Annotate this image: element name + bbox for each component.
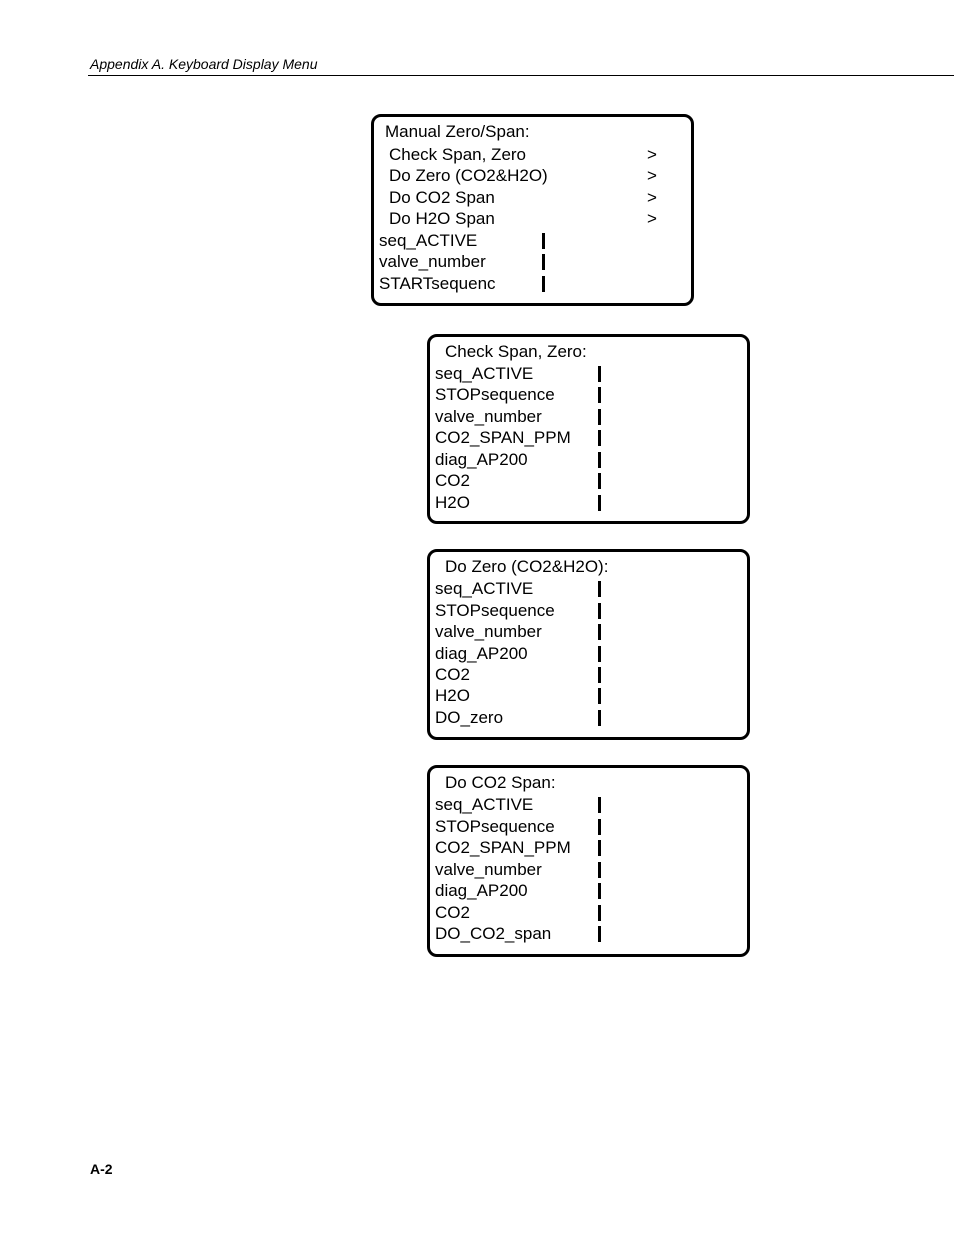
field-label: valve_number xyxy=(435,622,542,641)
field-separator xyxy=(598,387,601,403)
field-label: diag_AP200 xyxy=(435,881,528,900)
field-row[interactable] xyxy=(435,794,735,815)
field-label: H2O xyxy=(435,686,470,705)
field-row[interactable] xyxy=(435,837,735,858)
field-row[interactable] xyxy=(435,880,735,901)
manual-zero-span-screen xyxy=(371,114,694,306)
field-row[interactable] xyxy=(435,859,735,880)
submenu-label: Check Span, Zero xyxy=(389,145,527,164)
field-label: STOPsequence xyxy=(435,601,555,620)
field-row[interactable] xyxy=(435,427,735,448)
field-separator xyxy=(598,688,601,704)
field-separator xyxy=(598,452,601,468)
field-row[interactable] xyxy=(379,251,679,272)
field-label: seq_ACTIVE xyxy=(435,364,534,383)
field-label: valve_number xyxy=(435,860,542,879)
field-label: valve_number xyxy=(435,407,542,426)
field-label: seq_ACTIVE xyxy=(435,795,534,814)
field-label: STARTsequenc xyxy=(379,274,496,293)
field-separator xyxy=(542,233,545,249)
field-label: CO2_SPAN_PPM xyxy=(435,428,571,447)
field-label: valve_number xyxy=(379,252,486,271)
field-separator xyxy=(598,797,601,813)
submenu-item-do-co2-span[interactable] xyxy=(389,187,669,208)
field-row[interactable] xyxy=(435,578,735,599)
submenu-item-do-h2o-span[interactable] xyxy=(389,208,669,229)
field-separator xyxy=(598,883,601,899)
field-row[interactable] xyxy=(435,600,735,621)
screen-title: Do Zero (CO2&H2O): xyxy=(445,557,609,576)
submenu-arrow-icon: > xyxy=(647,209,657,228)
field-label: DO_CO2_span xyxy=(435,924,552,943)
field-separator xyxy=(598,710,601,726)
field-label: seq_ACTIVE xyxy=(435,579,534,598)
field-separator xyxy=(598,819,601,835)
page-number: A-2 xyxy=(90,1161,113,1177)
submenu-label: Do Zero (CO2&H2O) xyxy=(389,166,548,185)
header-rule xyxy=(88,75,954,76)
field-separator xyxy=(598,926,601,942)
field-row[interactable] xyxy=(379,230,679,251)
field-separator xyxy=(598,862,601,878)
field-row[interactable] xyxy=(435,923,735,944)
field-separator xyxy=(598,646,601,662)
field-label: CO2 xyxy=(435,903,470,922)
field-label: CO2 xyxy=(435,665,470,684)
field-row[interactable] xyxy=(435,902,735,923)
field-separator xyxy=(598,603,601,619)
submenu-item-check-span-zero[interactable] xyxy=(389,144,669,165)
screen-title: Check Span, Zero: xyxy=(445,342,587,361)
submenu-label: Do CO2 Span xyxy=(389,188,495,207)
screen-title: Manual Zero/Span: xyxy=(385,122,530,141)
screen-title: Do CO2 Span: xyxy=(445,773,556,792)
field-label: STOPsequence xyxy=(435,817,555,836)
field-label: seq_ACTIVE xyxy=(379,231,478,250)
do-zero-screen xyxy=(427,549,750,740)
field-row[interactable] xyxy=(435,621,735,642)
field-row[interactable] xyxy=(435,406,735,427)
field-label: H2O xyxy=(435,493,470,512)
field-row[interactable] xyxy=(435,685,735,706)
field-separator xyxy=(598,581,601,597)
field-separator xyxy=(598,840,601,856)
submenu-label: Do H2O Span xyxy=(389,209,495,228)
field-label: diag_AP200 xyxy=(435,644,528,663)
submenu-arrow-icon: > xyxy=(647,188,657,207)
field-row[interactable] xyxy=(435,470,735,491)
field-separator xyxy=(598,409,601,425)
submenu-arrow-icon: > xyxy=(647,145,657,164)
page-header: Appendix A. Keyboard Display Menu xyxy=(90,56,318,72)
field-label: CO2 xyxy=(435,471,470,490)
field-separator xyxy=(598,905,601,921)
field-separator xyxy=(598,366,601,382)
field-separator xyxy=(598,473,601,489)
field-label: DO_zero xyxy=(435,708,504,727)
field-separator xyxy=(542,276,545,292)
field-separator xyxy=(598,667,601,683)
submenu-item-do-zero[interactable] xyxy=(389,165,669,186)
field-label: diag_AP200 xyxy=(435,450,528,469)
field-separator xyxy=(598,624,601,640)
field-separator xyxy=(598,430,601,446)
field-label: STOPsequence xyxy=(435,385,555,404)
field-row[interactable] xyxy=(435,664,735,685)
field-label: CO2_SPAN_PPM xyxy=(435,838,571,857)
field-row[interactable] xyxy=(435,363,735,384)
submenu-arrow-icon: > xyxy=(647,166,657,185)
do-co2-span-screen xyxy=(427,765,750,957)
field-row[interactable] xyxy=(435,384,735,405)
field-row[interactable] xyxy=(435,816,735,837)
check-span-zero-screen xyxy=(427,334,750,524)
field-row[interactable] xyxy=(435,449,735,470)
field-row[interactable] xyxy=(435,643,735,664)
field-row[interactable] xyxy=(435,492,735,513)
field-separator xyxy=(598,495,601,511)
field-separator xyxy=(542,254,545,270)
field-row[interactable] xyxy=(435,707,735,728)
field-row[interactable] xyxy=(379,273,679,294)
